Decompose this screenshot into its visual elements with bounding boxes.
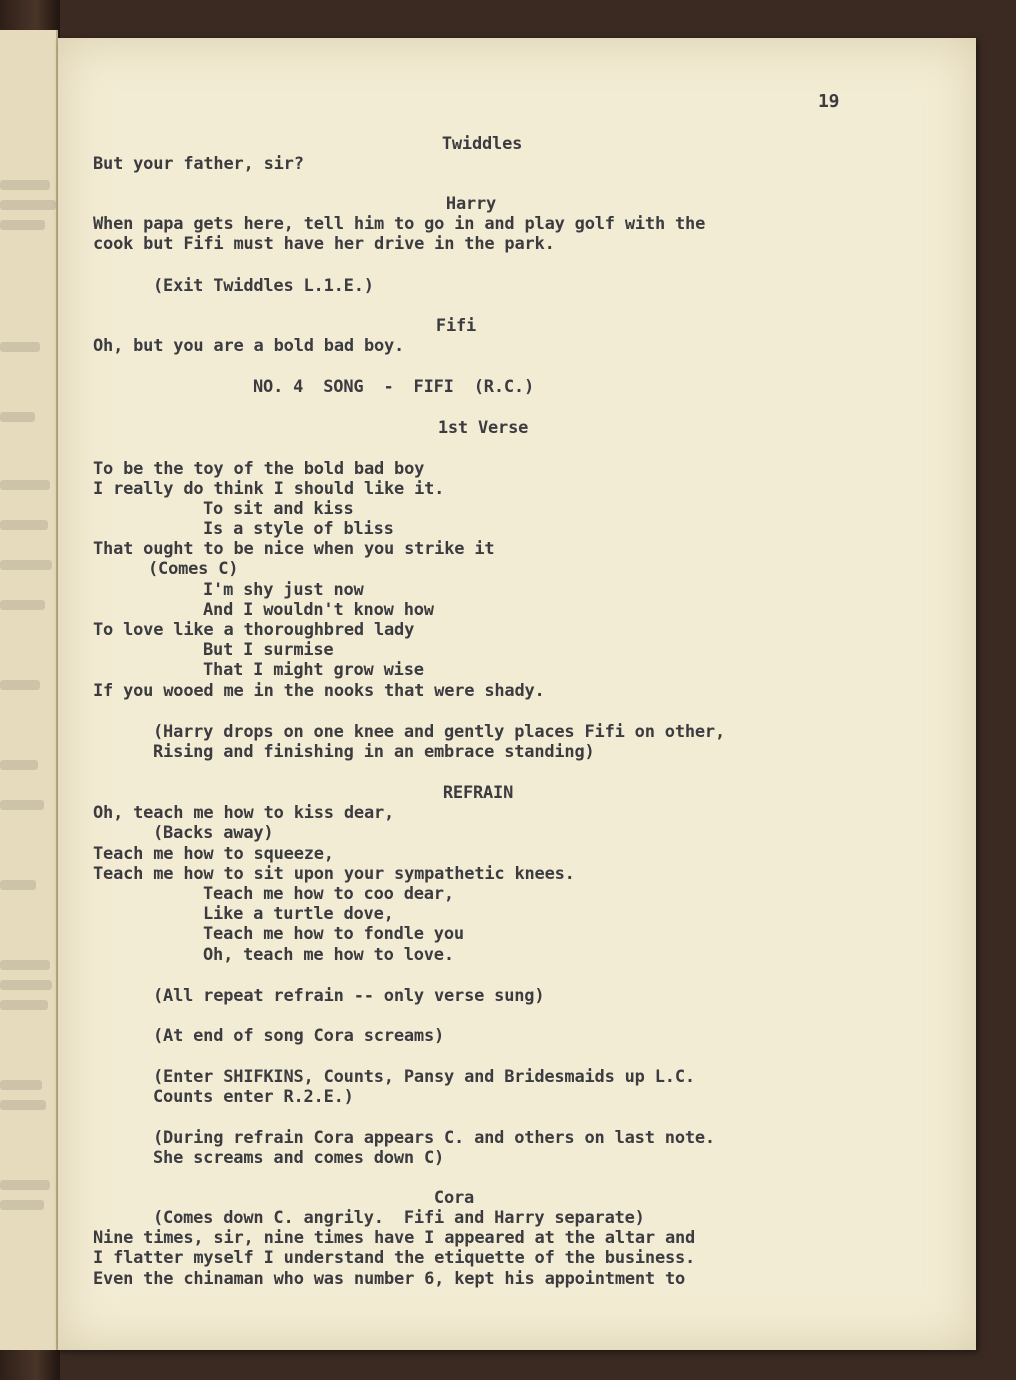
stage-direction: (Harry drops on one knee and gently places Fifi on other, — [153, 722, 725, 742]
lyric-line: That ought to be nice when you strike it — [93, 539, 495, 559]
stage-direction: She screams and comes down C) — [153, 1148, 445, 1168]
refrain-heading: REFRAIN — [442, 783, 514, 803]
bleed-through-line — [0, 600, 45, 610]
lyric-line: Teach me how to fondle you — [203, 924, 464, 944]
bleed-through-line — [0, 180, 50, 190]
dialogue-line: When papa gets here, tell him to go in and play golf with the — [93, 214, 706, 234]
bleed-through-line — [0, 980, 52, 990]
stage-direction: (Enter SHIFKINS, Counts, Pansy and Bridesmaids up L.C. — [153, 1067, 695, 1087]
bleed-through-line — [0, 220, 45, 230]
bleed-through-line — [0, 1080, 42, 1090]
verse-heading: 1st Verse — [437, 418, 529, 438]
lyric-line: Oh, teach me how to love. — [203, 945, 454, 965]
lyric-line: If you wooed me in the nooks that were shady. — [93, 681, 545, 701]
dialogue-line: I flatter myself I understand the etiquette of the business. — [93, 1248, 696, 1268]
bleed-through-line — [0, 200, 56, 210]
stage-direction: (Backs away) — [153, 823, 274, 843]
speaker-name: Cora — [433, 1188, 475, 1208]
bleed-through-line — [0, 480, 50, 490]
script-page — [58, 38, 976, 1350]
stage-direction: (At end of song Cora screams) — [153, 1026, 445, 1046]
bleed-through-line — [0, 760, 38, 770]
bleed-through-line — [0, 520, 48, 530]
lyric-line: I really do think I should like it. — [93, 479, 445, 499]
dialogue-line: Even the chinaman who was number 6, kept his appointment to — [93, 1269, 686, 1289]
lyric-line: And I wouldn't know how — [203, 600, 434, 620]
lyric-line: To be the toy of the bold bad boy — [93, 459, 425, 479]
bleed-through-line — [0, 1180, 50, 1190]
speaker-name: Harry — [445, 194, 497, 214]
stage-direction: (Exit Twiddles L.1.E.) — [153, 276, 374, 296]
lyric-line: To sit and kiss — [203, 499, 354, 519]
stage-direction: Rising and finishing in an embrace standing) — [153, 742, 595, 762]
bleed-through-line — [0, 1200, 44, 1210]
lyric-line: I'm shy just now — [203, 580, 364, 600]
lyric-line: Like a turtle dove, — [203, 904, 394, 924]
lyric-line: Teach me how to squeeze, — [93, 844, 334, 864]
bleed-through-line — [0, 960, 50, 970]
bleed-through-line — [0, 560, 52, 570]
stage-direction: Counts enter R.2.E.) — [153, 1087, 354, 1107]
stage-direction: (Comes C) — [148, 559, 239, 579]
lyric-line: Is a style of bliss — [203, 519, 394, 539]
song-title: NO. 4 SONG - FIFI (R.C.) — [253, 377, 534, 397]
lyric-line: To love like a thoroughbred lady — [93, 620, 415, 640]
bleed-through-line — [0, 1000, 48, 1010]
lyric-line: That I might grow wise — [203, 660, 424, 680]
stage-direction: (During refrain Cora appears C. and others on last note. — [153, 1128, 715, 1148]
lyric-line: But I surmise — [203, 640, 334, 660]
underlying-page-edge — [0, 30, 58, 1350]
bleed-through-line — [0, 412, 35, 422]
bleed-through-line — [0, 342, 40, 352]
stage-direction: (All repeat refrain -- only verse sung) — [153, 986, 545, 1006]
page-number: 19 — [818, 91, 840, 112]
dialogue-line: Nine times, sir, nine times have I appeared at the altar and — [93, 1228, 696, 1248]
lyric-line: Teach me how to coo dear, — [203, 884, 454, 904]
bleed-through-line — [0, 880, 36, 890]
bleed-through-line — [0, 800, 44, 810]
bleed-through-line — [0, 680, 40, 690]
dialogue-line: cook but Fifi must have her drive in the park. — [93, 234, 555, 254]
speaker-name: Twiddles — [441, 134, 523, 154]
lyric-line: Teach me how to sit upon your sympathetic knees. — [93, 864, 575, 884]
lyric-line: Oh, teach me how to kiss dear, — [93, 803, 395, 823]
dialogue-line: But your father, sir? — [93, 154, 304, 174]
speaker-name: Fifi — [435, 316, 477, 336]
bleed-through-line — [0, 1100, 46, 1110]
dialogue-line: Oh, but you are a bold bad boy. — [93, 336, 405, 356]
stage-direction: (Comes down C. angrily. Fifi and Harry separate) — [153, 1208, 645, 1228]
